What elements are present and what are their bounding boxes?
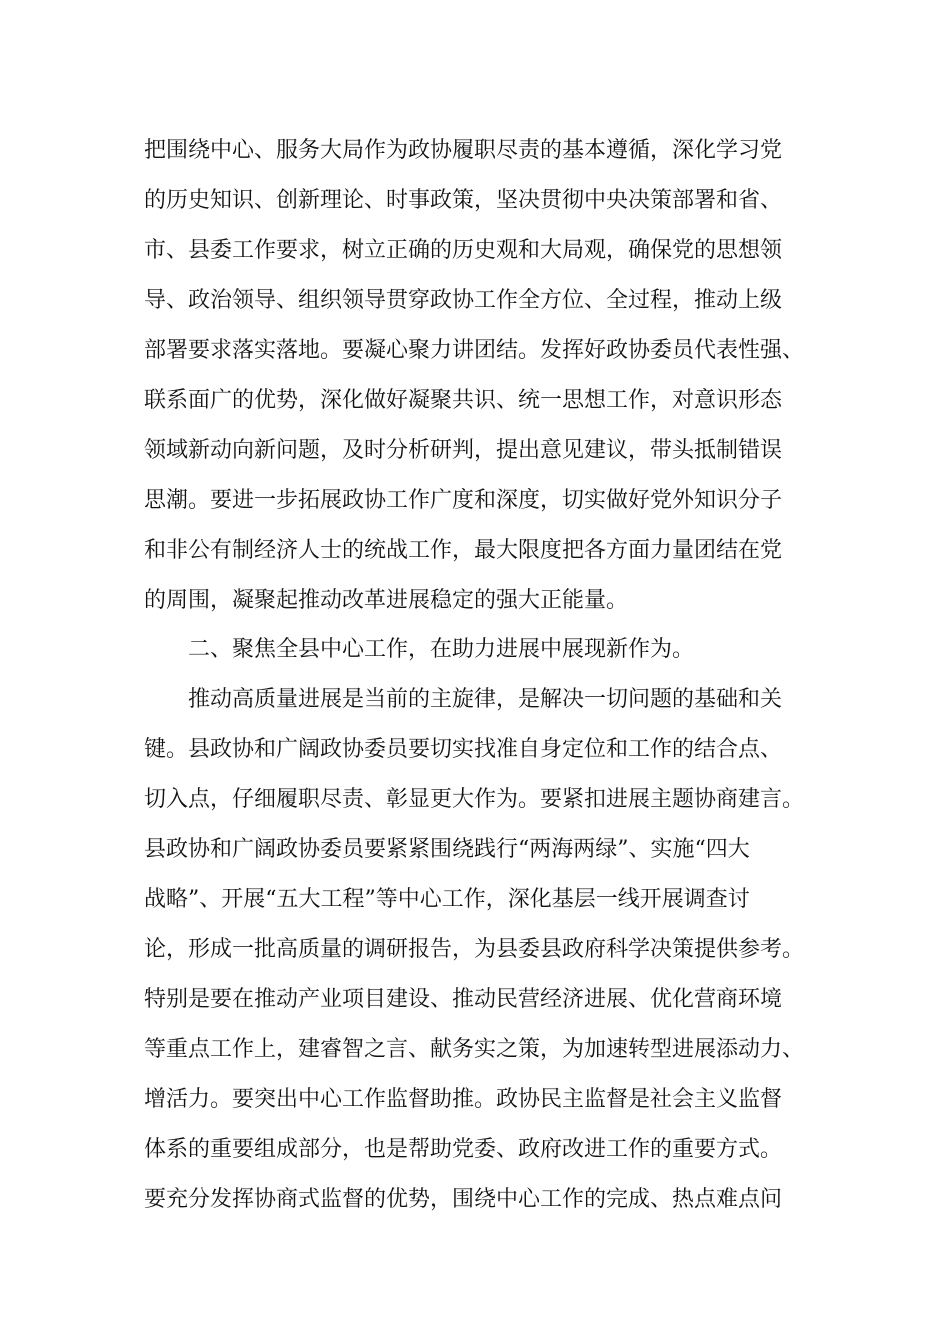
text-line: 键。县政协和广阔政协委员要切实找准自身定位和工作的结合点、: [144, 737, 783, 762]
text-line: 县政协和广阔政协委员要紧紧围绕践行“两海两绿”、实施“四大: [144, 837, 750, 862]
section-heading: 二、聚焦全县中心工作，在助力进展中展现新作为。: [188, 637, 695, 662]
text-line: 等重点工作上，建睿智之言、献务实之策，为加速转型进展添动力、: [144, 1037, 805, 1062]
text-line: 领域新动向新问题，及时分析研判，提出意见建议，带头抵制错误: [144, 438, 783, 463]
text-line: 部署要求落实落地。要凝心聚力讲团结。发挥好政协委员代表性强、: [144, 338, 805, 363]
text-line: 增活力。要突出中心工作监督助推。政协民主监督是社会主义监督: [144, 1087, 783, 1112]
text-line: 战略”、开展“五大工程”等中心工作，深化基层一线开展调查讨: [144, 887, 750, 912]
text-line: 的历史知识、创新理论、时事政策，坚决贯彻中央决策部署和省、: [144, 188, 783, 213]
text-line: 导、政治领导、组织领导贯穿政协工作全方位、全过程，推动上级: [144, 288, 783, 313]
text-line: 要充分发挥协商式监督的优势，围绕中心工作的完成、热点难点问: [144, 1187, 783, 1212]
text-line: 体系的重要组成部分，也是帮助党委、政府改进工作的重要方式。: [144, 1137, 783, 1162]
text-line: 论，形成一批高质量的调研报告，为县委县政府科学决策提供参考。: [144, 937, 805, 962]
text-line: 把围绕中心、服务大局作为政协履职尽责的基本遵循，深化学习党: [144, 138, 783, 163]
text-line: 切入点，仔细履职尽责、彰显更大作为。要紧扣进展主题协商建言。: [144, 787, 805, 812]
text-line: 特别是要在推动产业项目建设、推动民营经济进展、优化营商环境: [144, 987, 783, 1012]
text-line: 和非公有制经济人士的统战工作，最大限度把各方面力量团结在党: [144, 538, 783, 563]
text-line: 的周围，凝聚起推动改革进展稳定的强大正能量。: [144, 588, 629, 613]
text-line: 推动高质量进展是当前的主旋律，是解决一切问题的基础和关: [188, 687, 783, 712]
text-line: 市、县委工作要求，树立正确的历史观和大局观，确保党的思想领: [144, 238, 783, 263]
text-line: 联系面广的优势，深化做好凝聚共识、统一思想工作，对意识形态: [144, 388, 783, 413]
text-line: 思潮。要进一步拓展政协工作广度和深度，切实做好党外知识分子: [144, 488, 783, 513]
